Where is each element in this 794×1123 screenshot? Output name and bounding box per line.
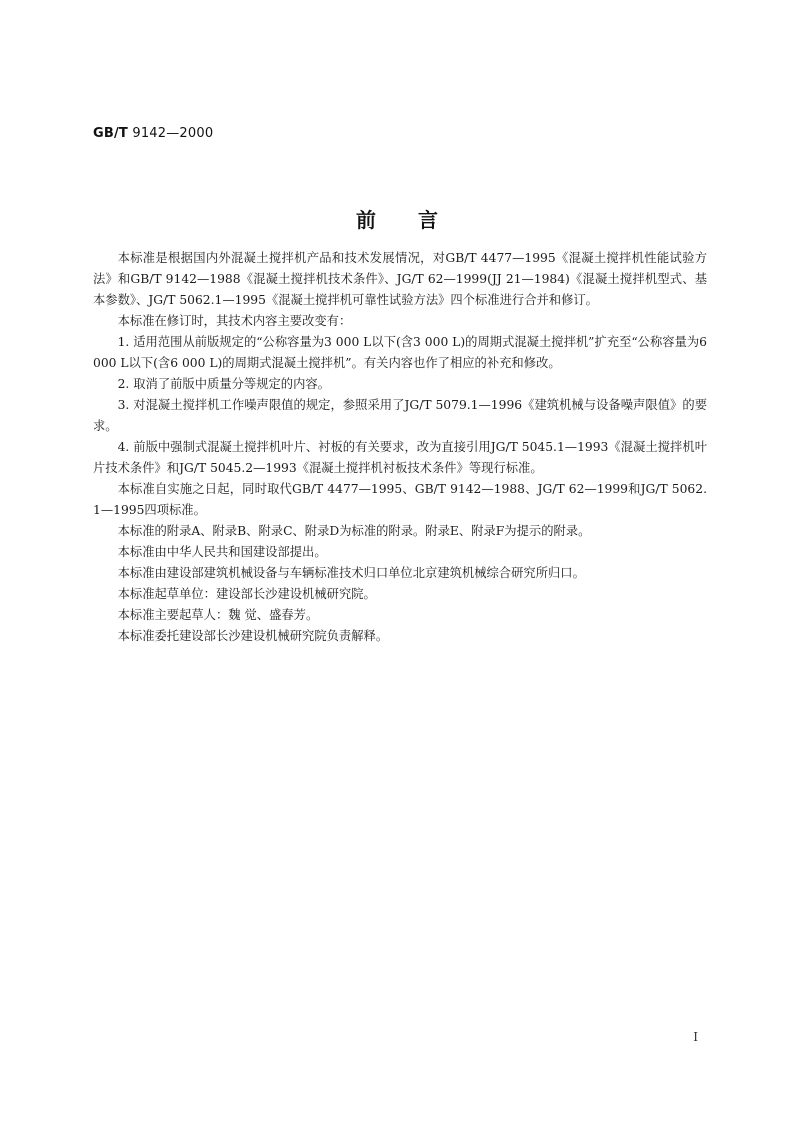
paragraph-change-2: 2. 取消了前版中质量分等规定的内容。 [117, 377, 330, 391]
paragraph-drafting-unit: 本标准起草单位：建设部长沙建设机械研究院。 [117, 587, 376, 601]
paragraph-administrator: 本标准由建设部建筑机械设备与车辆标准技术归口单位北京建筑机械综合研究所归口。 [117, 566, 585, 580]
standard-number: 9142—2000 [132, 126, 214, 141]
paragraph-intro: 本标准是根据国内外混凝土搅拌机产品和技术发展情况，对GB/T 4477—1995《混凝土搅拌机性能试验方法》和GB/T 9142—1988《混凝土搅拌机技术条件》、JG/T 62—1999(JJ 21—1984)《混凝土搅拌机型式、基本参数》、JG/T 5062.1—1995《混凝土搅拌机可靠性试验方法》四个标准进行合并和修订。 [93, 251, 707, 307]
document-code-header [93, 126, 213, 141]
paragraph-changes-heading: 本标准在修订时，其技术内容主要改变有： [117, 314, 352, 328]
paragraph-proposer: 本标准由中华人民共和国建设部提出。 [117, 545, 327, 559]
page-number: I [693, 1030, 698, 1044]
paragraph-interpretation: 本标准委托建设部长沙建设机械研究院负责解释。 [117, 629, 389, 643]
paragraph-drafters: 本标准主要起草人：魏 觉、盛春芳。 [117, 608, 319, 622]
paragraph-change-4: 4. 前版中强制式混凝土搅拌机叶片、衬板的有关要求，改为直接引用JG/T 5045.1—1993《混凝土搅拌机叶片技术条件》和JG/T 5045.2—1993《混凝土搅拌机衬板技术条件》等现行标准。 [93, 440, 707, 475]
standard-prefix: GB/T [93, 126, 128, 141]
foreword-body [93, 248, 707, 647]
paragraph-supersedes: 本标准自实施之日起，同时取代GB/T 4477—1995、GB/T 9142—1988、JG/T 62—1999和JG/T 5062.1—1995四项标准。 [93, 482, 707, 517]
paragraph-appendices: 本标准的附录A、附录B、附录C、附录D为标准的附录。附录E、附录F为提示的附录。 [117, 524, 591, 538]
paragraph-change-3: 3. 对混凝土搅拌机工作噪声限值的规定，参照采用了JG/T 5079.1—1996《建筑机械与设备噪声限值》的要求。 [93, 398, 707, 433]
section-title: 前言 [356, 208, 480, 232]
paragraph-change-1: 1. 适用范围从前版规定的“公称容量为3 000 L以下(含3 000 L)的周期式混凝土搅拌机”扩充至“公称容量为6 000 L以下(含6 000 L)的周期式混凝土搅拌机”。有关内容也作了相应的补充和修改。 [93, 335, 707, 370]
